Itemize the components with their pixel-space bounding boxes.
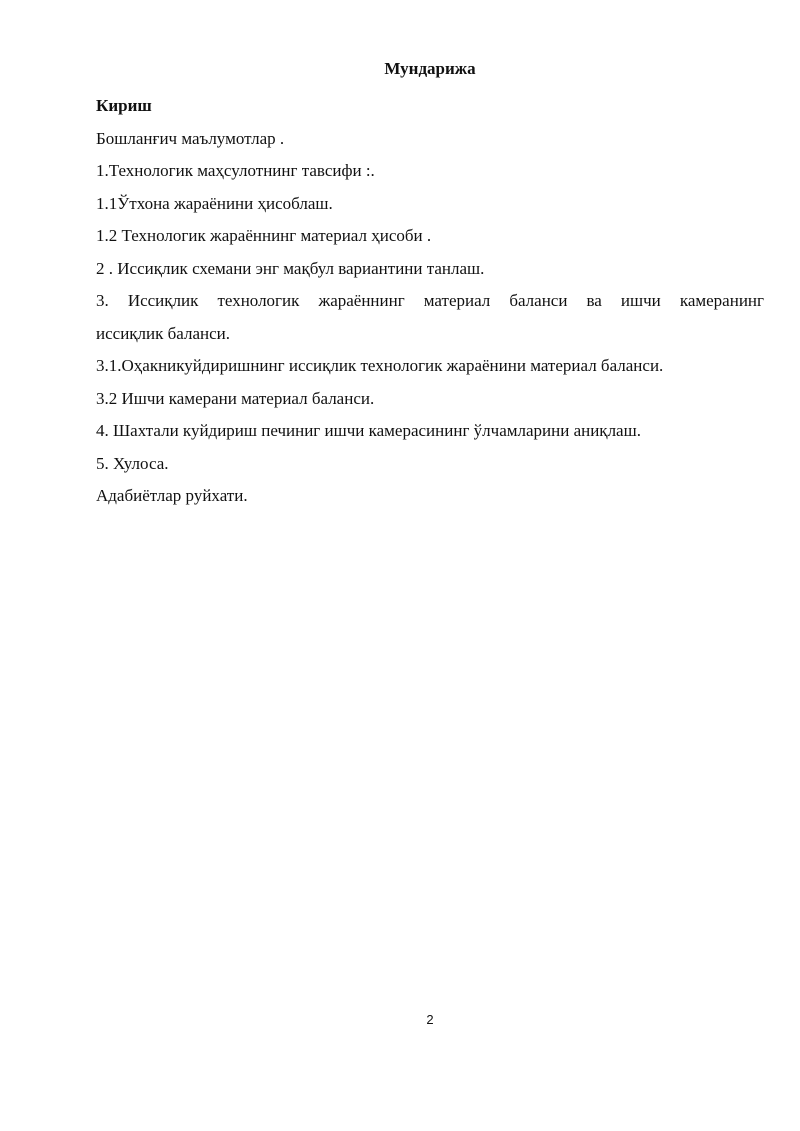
toc-item-initial-data: Бошланғич маълумотлар . xyxy=(96,128,285,148)
toc-item-3-line-1: 3. Иссиқлик технологик жараённинг материал баланси ва ишчи камеранинг xyxy=(96,291,764,310)
toc-item-3-2: 3.2 Ишчи камерани материал баланси. xyxy=(96,388,375,408)
toc-item-3-1: 3.1.Оҳакникуйдиришнинг иссиқлик технологик жараёнини материал баланси. xyxy=(96,356,664,375)
table-of-contents xyxy=(96,90,764,513)
toc-item-3-line-2: иссиқлик баланси. xyxy=(96,323,230,343)
toc-item-1: 1.Технологик маҳсулотнинг тавсифи :. xyxy=(96,161,375,180)
toc-item-5: 5. Хулоса. xyxy=(96,453,169,473)
toc-item-intro: Кириш xyxy=(96,96,152,115)
page-number: 2 xyxy=(426,1012,434,1027)
toc-item-1-1: 1.1Ўтхона жараёнини ҳисоблаш. xyxy=(96,193,333,213)
toc-item-references: Адабиётлар руйхати. xyxy=(96,486,248,505)
toc-item-4: 4. Шахтали куйдириш печиниг ишчи камерасининг ўлчамларини аниқлаш. xyxy=(96,421,641,440)
toc-item-2: 2 . Иссиқлик схемани энг мақбул вариантини танлаш. xyxy=(96,258,485,278)
page-title: Мундарижа xyxy=(384,59,476,78)
toc-item-1-2: 1.2 Технологик жараённинг материал ҳисоби . xyxy=(96,226,432,245)
